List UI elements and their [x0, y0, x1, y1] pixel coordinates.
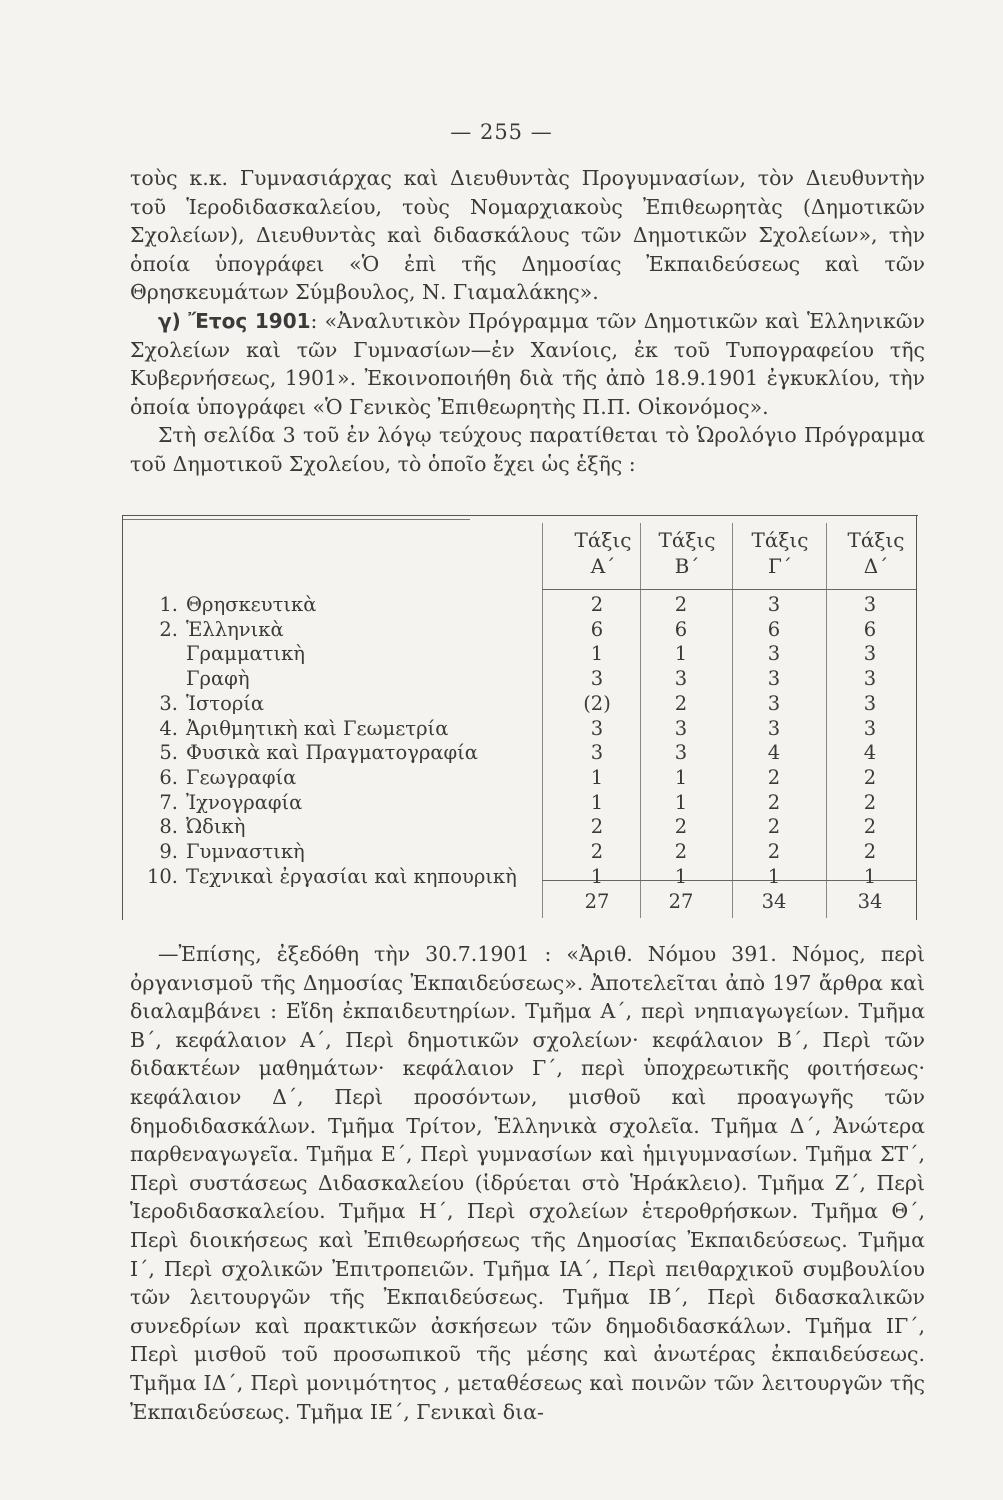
row-hours-cell: 3 — [674, 716, 688, 740]
intro-paragraph-2-text: : «Ἀναλυτικὸν Πρόγραμμα τῶν Δημοτικῶν καὶ Ἑλληνικῶν Σχολείων καὶ τῶν Γυμνασίων—ἐν Χανίοις, ἐκ τοῦ Τυπογραφείου τῆς Κυβερνήσεως, 1901». Ἐκοινοποιήθη διὰ τῆς ἀπὸ 18.9.1901 ἐγκυκλίου, τὴν ὁποία ὑπογράφει «Ὁ Γενικὸς Ἐπιθεωρητὴς Π.Π. Οἰκονόμος». — [130, 308, 926, 419]
header-line-1: Τάξις — [658, 528, 716, 552]
row-hours-cell: 2 — [590, 815, 604, 839]
row-hours-cell: 3 — [674, 741, 688, 765]
row-hours-cell: 2 — [767, 790, 781, 814]
row-hours-cell: 3 — [863, 691, 877, 715]
row-hours-cell: 3 — [767, 667, 781, 691]
outro-text — [130, 940, 925, 1426]
row-subject: Θρησκευτικὰ — [186, 593, 317, 616]
table-row — [134, 717, 914, 742]
row-number: 1. — [159, 593, 178, 616]
row-hours-cell: (2) — [583, 691, 611, 715]
row-hours-cell: 2 — [863, 790, 877, 814]
page-number: — 255 — — [450, 120, 553, 144]
header-class-c — [740, 527, 820, 579]
total-class-b: 27 — [668, 890, 694, 913]
table-row — [134, 642, 914, 667]
total-class-c: 34 — [761, 890, 787, 913]
header-line-1: Τάξις — [847, 528, 905, 552]
row-hours-cell: 4 — [863, 741, 877, 765]
row-hours-cell: 3 — [590, 741, 604, 765]
intro-paragraph-3: Στὴ σελίδα 3 τοῦ ἐν λόγῳ τεύχους παρατίθεται τὸ Ὡρολόγιο Πρόγραμμα τοῦ Δημοτικοῦ Σχολείου, τὸ ὁποῖο ἔχει ὡς ἑξῆς : — [130, 423, 925, 476]
row-hours-cell: 2 — [767, 840, 781, 863]
row-hours-cell: 2 — [767, 815, 781, 839]
row-hours-cell: 3 — [590, 667, 604, 691]
header-class-d — [836, 527, 916, 579]
table-row — [134, 791, 914, 816]
row-subject: Ὠδικὴ — [186, 815, 246, 839]
row-number: 9. — [159, 840, 178, 863]
header-line-2: Γ΄ — [768, 554, 792, 578]
row-hours-cell: 4 — [767, 741, 781, 765]
row-hours-cell: 3 — [674, 667, 688, 691]
row-subject: Ἰχνογραφία — [186, 790, 303, 814]
row-hours-cell: 3 — [767, 716, 781, 740]
table-row — [134, 593, 914, 618]
row-subject: Ἱστορία — [186, 691, 265, 715]
row-hours-cell: 1 — [674, 765, 688, 789]
row-hours-cell: 3 — [863, 642, 877, 666]
row-number: 3. — [159, 691, 178, 715]
row-subject: Γραφὴ — [186, 667, 250, 691]
row-number: 10. — [146, 864, 178, 888]
row-hours-cell: 3 — [767, 642, 781, 666]
table-row — [134, 692, 914, 717]
row-number: 2. — [159, 617, 178, 641]
row-hours-cell: 2 — [863, 840, 877, 863]
header-line-1: Τάξις — [574, 528, 632, 552]
row-hours-cell: 6 — [863, 617, 877, 641]
header-class-b — [647, 527, 727, 579]
row-subject: Ἑλληνικὰ — [186, 617, 284, 641]
row-subject: Τεχνικαὶ ἐργασίαι καὶ κηπουρικὴ — [186, 864, 517, 888]
table-row — [134, 865, 914, 890]
row-hours-cell: 2 — [863, 815, 877, 839]
row-hours-cell: 3 — [767, 691, 781, 715]
row-hours-cell: 1 — [590, 790, 604, 814]
row-subject: Φυσικὰ καὶ Πραγματογραφία — [186, 741, 478, 765]
section-label-gamma: γ) Ἔτος 1901 — [158, 308, 311, 333]
table-row — [134, 815, 914, 840]
row-hours-cell: 1 — [674, 790, 688, 814]
header-rule — [542, 589, 916, 590]
row-hours-cell: 2 — [674, 840, 688, 863]
row-hours-cell: 1 — [590, 642, 604, 666]
table-row — [134, 766, 914, 791]
row-hours-cell: 1 — [674, 864, 688, 888]
row-hours-cell: 3 — [863, 667, 877, 691]
row-number: 7. — [159, 790, 178, 814]
table-left-rule — [122, 515, 123, 920]
table-row — [134, 741, 914, 766]
row-hours-cell: 1 — [863, 864, 877, 888]
row-hours-cell: 3 — [863, 593, 877, 616]
total-class-a: 27 — [584, 890, 610, 913]
row-hours-cell: 6 — [767, 617, 781, 641]
row-number: 8. — [159, 815, 178, 839]
row-subject: Γεωγραφία — [186, 765, 297, 789]
row-subject: Γυμναστικὴ — [186, 840, 305, 863]
table-right-rule — [916, 515, 917, 920]
table-row — [134, 618, 914, 643]
row-hours-cell: 2 — [590, 593, 604, 616]
intro-text — [130, 164, 925, 479]
row-subject: Γραμματικὴ — [186, 642, 305, 666]
intro-paragraph-2 — [130, 307, 925, 421]
header-line-2: Δ΄ — [863, 554, 889, 578]
header-class-a — [563, 527, 643, 579]
row-hours-cell: 1 — [674, 642, 688, 666]
row-hours-cell: 6 — [590, 617, 604, 641]
row-subject: Ἀριθμητικὴ καὶ Γεωμετρία — [186, 716, 449, 740]
total-class-d: 34 — [857, 890, 883, 913]
row-hours-cell: 3 — [863, 716, 877, 740]
row-hours-cell: 3 — [767, 593, 781, 616]
intro-paragraph-1: τοὺς κ.κ. Γυμνασιάρχας καὶ Διευθυντὰς Προγυμνασίων, τὸν Διευθυντὴν τοῦ Ἱεροδιδασκαλείου, τοὺς Νομαρχιακοὺς Ἐπιθεωρητὰς (Δημοτικῶν Σχολείων), Διευθυντὰς καὶ διδασκάλους τῶν Δημοτικῶν Σχολείων», τὴν ὁποία ὑπογράφει «Ὁ ἐπὶ τῆς Δημοσίας Ἐκπαιδεύσεως καὶ τῶν Θρησκευμάτων Σύμβουλος, Ν. Γιαμαλάκης». — [130, 166, 925, 305]
header-line-1: Τάξις — [751, 528, 809, 552]
row-hours-cell: 2 — [590, 840, 604, 863]
table-top-rule-secondary — [122, 519, 470, 520]
row-number: 4. — [159, 716, 178, 740]
row-hours-cell: 1 — [590, 765, 604, 789]
outro-paragraph-1: —Ἐπίσης, ἐξεδόθη τὴν 30.7.1901 : «Ἀριθ. Νόμου 391. Νόμος, περὶ ὀργανισμοῦ τῆς Δημοσίας Ἐκπαιδεύσεως». Ἀποτελεῖται ἀπὸ 197 ἄρθρα καὶ διαλαμβάνει : Εἴδη ἐκπαιδευτηρίων. Τμῆμα Α΄, περὶ νηπιαγωγείων. Τμῆμα Β΄, κεφάλαιον Α΄, Περὶ δημοτικῶν σχολείων· κεφάλαιον Β΄, Περὶ τῶν διδακτέων μαθημάτων· κεφάλαιον Γ΄, περὶ ὑποχρεωτικῆς φοιτήσεως· κεφάλαιον Δ΄, Περὶ προσόντων, μισθοῦ καὶ προαγωγῆς τῶν δημοδιδασκάλων. Τμῆμα Τρίτον, Ἑλληνικὰ σχολεῖα. Τμῆμα Δ΄, Ἀνώτερα παρθεναγωγεῖα. Τμῆμα Ε΄, Περὶ γυμνασίων καὶ ἡμιγυμνασίων. Τμῆμα ΣΤ΄, Περὶ συστάσεως Διδασκαλείου (ἱδρύεται στὸ Ἡράκλειο). Τμῆμα Ζ΄, Περὶ Ἱεροδιδασκαλείου. Τμῆμα Η΄, Περὶ σχολείων ἑτεροθρήσκων. Τμῆμα Θ΄, Περὶ διοικήσεως καὶ Ἐπιθεωρήσεως τῆς Δημοσίας Ἐκπαιδεύσεως. Τμῆμα Ι΄, Περὶ σχολικῶν Ἐπιτροπειῶν. Τμῆμα ΙΑ΄, Περὶ πειθαρχικοῦ συμβουλίου τῶν λειτουργῶν τῆς Ἐκπαιδεύσεως. Τμῆμα ΙΒ΄, Περὶ διδασκαλικῶν συνεδρίων καὶ πρακτικῶν ἀσκήσεων τῶν δημοδιδασκάλων. Τμῆμα ΙΓ΄, Περὶ μισθοῦ τοῦ προσωπικοῦ τῆς μέσης καὶ ἀνωτέρας ἐκπαιδεύσεως. Τμῆμα ΙΔ΄, Περὶ μονιμότητος , μεταθέσεως καὶ ποινῶν τῶν λειτουργῶν τῆς Ἐκπαιδεύσεως. Τμῆμα ΙΕ΄, Γενικαὶ δια- — [130, 942, 925, 1424]
header-line-2: Β΄ — [674, 554, 700, 578]
table-top-rule — [122, 515, 918, 516]
row-hours-cell: 2 — [674, 815, 688, 839]
row-hours-cell: 1 — [590, 864, 604, 888]
row-number: 6. — [159, 765, 178, 789]
row-hours-cell: 2 — [674, 691, 688, 715]
row-number: 5. — [159, 741, 178, 765]
table-row — [134, 840, 914, 865]
table-row — [134, 667, 914, 692]
row-hours-cell: 1 — [767, 864, 781, 888]
row-hours-cell: 2 — [767, 765, 781, 789]
row-hours-cell: 3 — [590, 716, 604, 740]
row-hours-cell: 2 — [674, 593, 688, 616]
row-hours-cell: 2 — [863, 765, 877, 789]
header-line-2: Α΄ — [590, 554, 616, 578]
row-hours-cell: 6 — [674, 617, 688, 641]
